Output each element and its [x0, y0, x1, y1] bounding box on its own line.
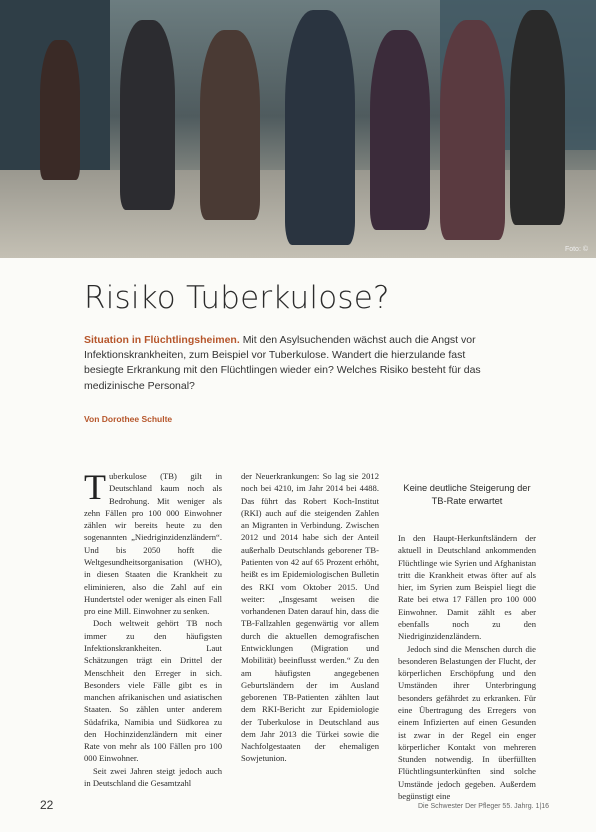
journal-footer: Die Schwester Der Pfleger 55. Jahrg. 1|16 [418, 803, 549, 810]
article-lead [84, 333, 504, 394]
photo-person [40, 40, 80, 180]
page-number: 22 [40, 798, 54, 812]
paragraph-text: uberkulose (TB) gilt in Deutschland kaum noch als Bedrohung. Mit weniger als zehn Fällen pro 100 000 Einwohner zählen wir bereits heute zu den sogenannten „Niedriginzidenzländern“. Und bis 2050 hofft die Weltgesundheitsorganisation (WHO), in diesen Staaten die Krankheit zu eliminieren, also die Zahl auf ein Hundertstel oder weniger als einen Fall pro eine Mill. Einwohner zu senken. [84, 471, 222, 617]
photo-person [285, 10, 355, 245]
text-column-1 [84, 467, 222, 789]
photo-credit: Foto: © [564, 246, 588, 253]
lead-text: Mit den Asylsuchenden wächst auch die Angst vor Infektionskrankheiten, zum Beispiel vor Tuberkulose. Wandert die hierzulande fast besiegte Erkrankung mit den Flüchtlingen wieder ein? Welches Risiko besteht für das medizinische Personal? [84, 334, 481, 392]
paragraph: In den Haupt-Herkunftsländern der aktuell in Deutschland ankommenden Flüchtlinge wie Syrien und Afghanistan tritt die Krankheit etwas öfter auf als hier, im Syrien zum Beispiel liegt die Rate bei etwa 17 Fällen pro 100 000 Einwohner. Damit zählt es aber ebenfalls noch zu den Niedriginzidenzländern. [398, 533, 536, 642]
author-line: Von Dorothee Schulte [84, 414, 173, 424]
article-title: Risiko Tuberkulose? [84, 280, 390, 316]
paragraph: der Neuerkrankungen: So lag sie 2012 noch bei 4210, im Jahr 2014 bei 4488. Das führt das Robert Koch-Institut (RKI) auch auf die steigenden Zahlen an Migranten in Verbindung. Zwischen 2012 und 2014 habe sich der Anteil außerhalb Deutschlands geborener TB-Patienten von 42 auf 65 Prozent erhöht, heißt es im Epidemiologischen Bulletin des RKI vom Oktober 2015. Und weiter: „Insgesamt weisen die vorhandenen Daten darauf hin, dass die TB-Fallzahlen gegenwärtig vor allem durch die aktuellen demografischen Entwicklungen (Migration und Mobilität) beeinflusst werden.“ Zu den am häufigsten angegebenen Geburtsländern der im Ausland geborenen TB-Patienten zählten laut dem RKI-Bericht zur Epidemiologie der Tuberkulose in Deutschland aus dem Jahr 2013 die Türkei sowie die Nachfolgestaaten der ehemaligen Sowjetunion. [241, 471, 379, 764]
subheading: Keine deutliche Steigerung der TB-Rate erwartet [403, 483, 531, 507]
photo-person [440, 20, 505, 240]
photo-person [120, 20, 175, 210]
paragraph [84, 467, 222, 617]
lead-kicker: Situation in Flüchtlingsheimen. [84, 334, 240, 346]
paragraph: Jedoch sind die Menschen durch die besonderen Belastungen der Flucht, der körperlichen Erschöpfung und den Umständen ihrer Unterbringung besonders gefährdet zu erkranken. Für eine Übertragung des Erregers von einem Infizierten auf einen Gesunden ist zwar in der Regel ein enger körperlicher Kontakt von mehreren Stunden notwendig. In überfüllten Flüchtlingsunterkünften sind solche Umstände jedoch gegeben. Außerdem begünstigt eine [398, 643, 536, 801]
photo-person [510, 10, 565, 225]
paragraph: Doch weltweit gehört TB noch immer zu den häufigsten Infektionskrankheiten. Laut Schätzungen trägt ein Drittel der Menschheit den Erreger in sich. Besonders viele Fälle gibt es in manchen afrikanischen und asiatischen Staaten. So zählen unter anderem Südafrika, Namibia und Südkorea zu den Hochinzidenzländern mit einer Rate von mehr als 100 Fällen pro 100 000 Einwohner. [84, 618, 222, 764]
photo-person [200, 30, 260, 220]
photo-person [370, 30, 430, 230]
paragraph: Seit zwei Jahren steigt jedoch auch in Deutschland die Gesamtzahl [84, 765, 222, 789]
text-column-2 [241, 470, 379, 765]
dropcap: T [84, 467, 106, 507]
header-photo [0, 0, 596, 258]
text-column-3 [398, 532, 536, 802]
